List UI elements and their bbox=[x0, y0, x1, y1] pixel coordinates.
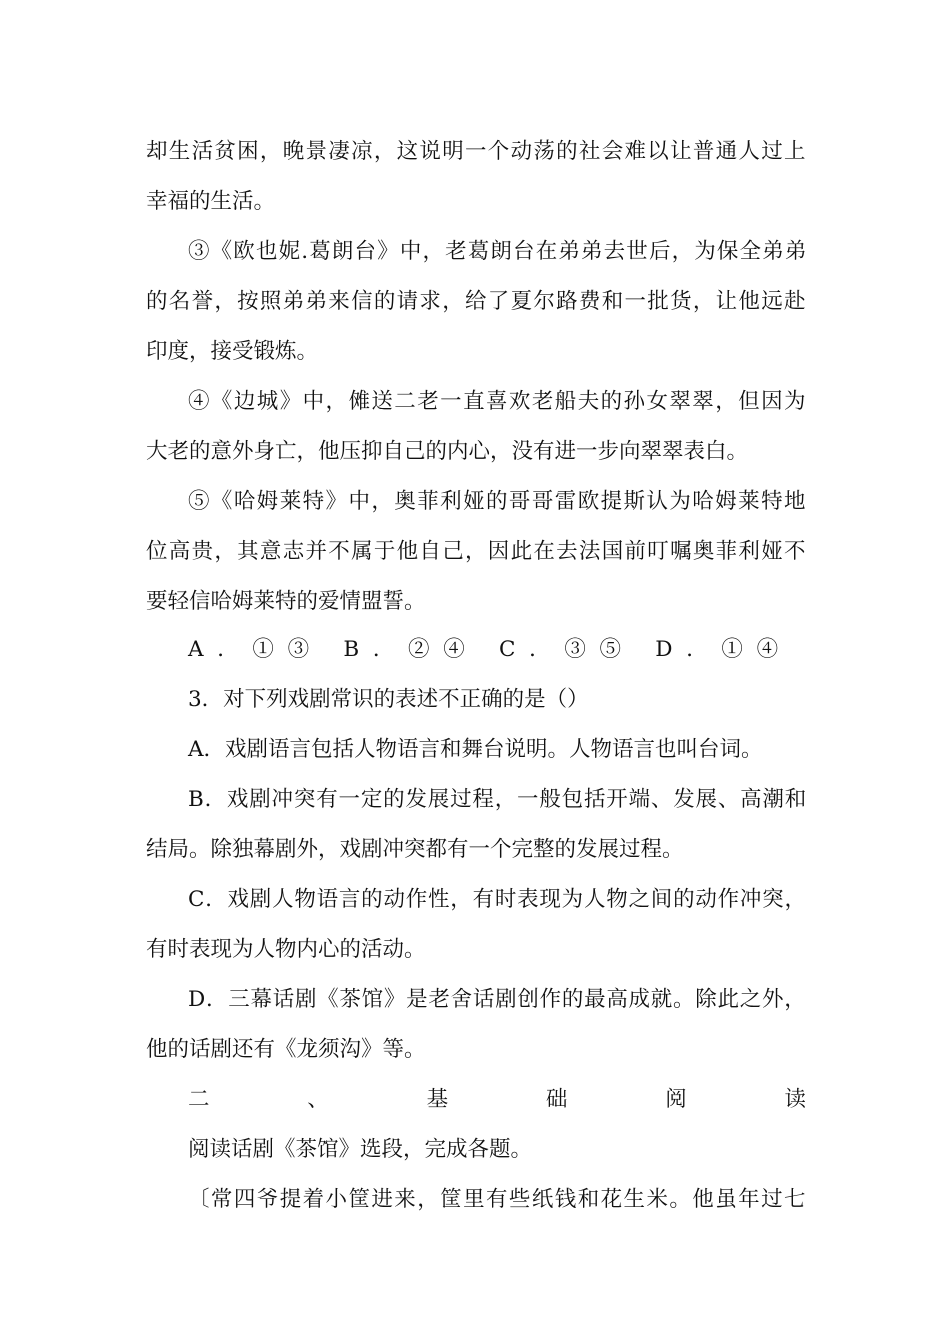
section-heading: 二、基础阅读 bbox=[188, 1087, 904, 1112]
option-a: A．戏剧语言包括人物语言和舞台说明。人物语言也叫台词。 bbox=[188, 737, 763, 762]
text-line: 的名誉，按照弟弟来信的请求，给了夏尔路费和一批货，让他远赴 bbox=[146, 289, 807, 314]
option-d: D．三幕话剧《茶馆》是老舍话剧创作的最高成就。除此之外， bbox=[188, 987, 807, 1012]
text-line: ⑤《哈姆莱特》中，奥菲利娅的哥哥雷欧提斯认为哈姆莱特地 bbox=[188, 489, 807, 514]
question-3: 3．对下列戏剧常识的表述不正确的是（） bbox=[188, 687, 589, 712]
text-line: 大老的意外身亡，他压抑自己的内心，没有进一步向翠翠表白。 bbox=[146, 439, 749, 464]
text-line: ③《欧也妮.葛朗台》中，老葛朗台在弟弟去世后，为保全弟弟 bbox=[188, 239, 808, 264]
text-line: 〔常四爷提着小筐进来，筐里有些纸钱和花生米。他虽年过七 bbox=[188, 1187, 807, 1212]
option-b: B．戏剧冲突有一定的发展过程，一般包括开端、发展、高潮和 bbox=[188, 787, 808, 812]
text-line: 幸福的生活。 bbox=[146, 189, 276, 214]
text-line: 却生活贫困，晚景凄凉，这说明一个动荡的社会难以让普通人过上 bbox=[146, 139, 807, 164]
text-line: 位高贵，其意志并不属于他自己，因此在去法国前叮嘱奥菲利娅不 bbox=[146, 539, 807, 564]
reading-instruction: 阅读话剧《茶馆》选段，完成各题。 bbox=[188, 1137, 533, 1162]
text-line: 印度，接受锻炼。 bbox=[146, 339, 319, 364]
text-line: ④《边城》中，傩送二老一直喜欢老船夫的孙女翠翠，但因为 bbox=[188, 389, 807, 414]
option-c: C．戏剧人物语言的动作性，有时表现为人物之间的动作冲突， bbox=[188, 887, 807, 912]
answer-options: A．①③ B．②④ C．③⑤ D．①④ bbox=[188, 637, 792, 662]
text-line: 有时表现为人物内心的活动。 bbox=[146, 937, 426, 962]
text-line: 他的话剧还有《龙须沟》等。 bbox=[146, 1037, 426, 1062]
text-line: 结局。除独幕剧外，戏剧冲突都有一个完整的发展过程。 bbox=[146, 837, 684, 862]
text-line: 要轻信哈姆莱特的爱情盟誓。 bbox=[146, 589, 426, 614]
